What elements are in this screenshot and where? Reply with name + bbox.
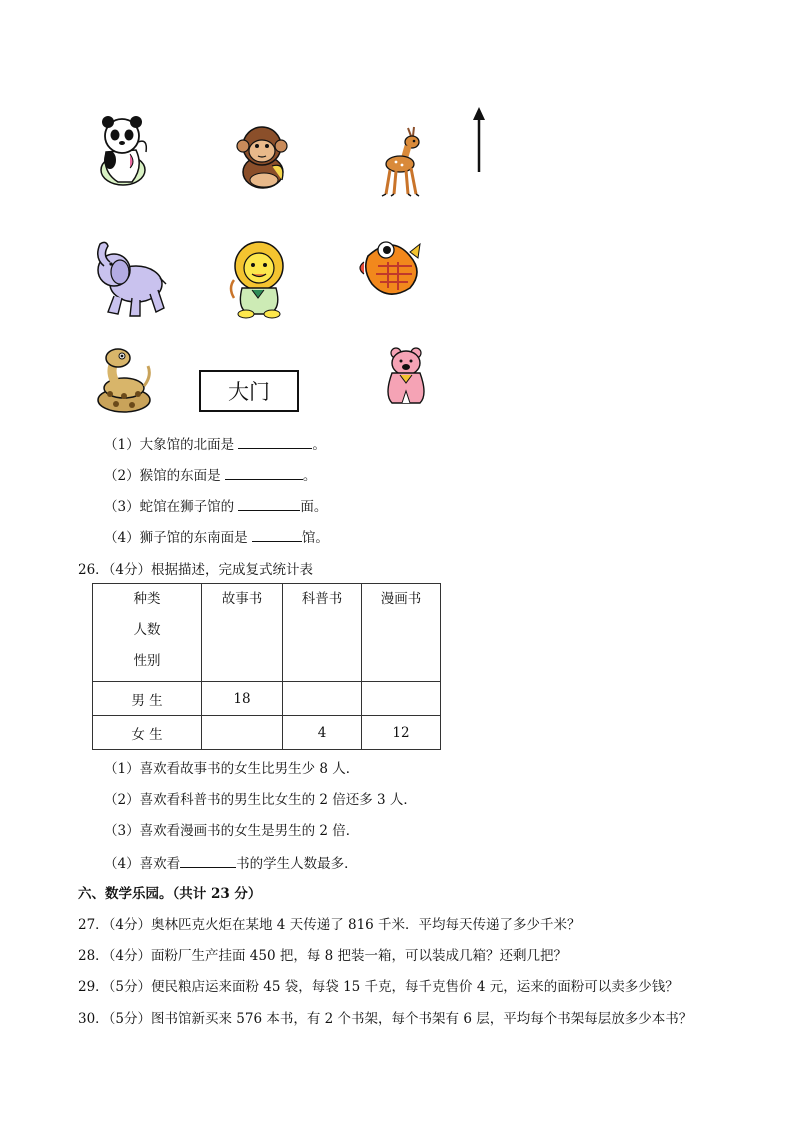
answer-blank[interactable] (238, 497, 300, 511)
q25-item-3-text: （3）蛇馆在狮子馆的 (104, 499, 239, 515)
q26-item-4-suffix: 书的学生人数最多． (236, 856, 358, 872)
q26-item-2: （2）喜欢看科普书的男生比女生的 2 倍还多 3 人． (104, 792, 417, 808)
header-count: 人数 (133, 622, 161, 638)
question-28: 28．（4分）面粉厂生产挂面 450 把，每 8 把装一箱，可以装成几箱？还剩几把？ (78, 948, 568, 964)
table-cell[interactable] (202, 716, 283, 750)
question-29: 29．（5分）便民粮店运来面粉 45 袋，每袋 15 千克，每千克售价 4 元，运来的面粉可以卖多少钱？ (78, 979, 679, 995)
column-header: 漫画书 (362, 584, 441, 682)
q25-item-3 (104, 497, 327, 516)
table-cell: 4 (283, 716, 362, 750)
table-cell[interactable] (362, 682, 441, 716)
q25-item-4 (104, 528, 329, 547)
q26-item-3: （3）喜欢看漫画书的女生是男生的 2 倍． (104, 823, 360, 839)
fish-icon (358, 232, 426, 300)
table-corner-header (93, 584, 202, 682)
column-header: 故事书 (202, 584, 283, 682)
question-27: 27．（4分）奥林匹克火炬在某地 4 天传递了 816 千米．平均每天传递了多少千米？ (78, 917, 581, 933)
q25-item-2-text: （2）猴馆的东面是 (104, 468, 225, 484)
q25-item-2 (104, 466, 316, 485)
column-header: 科普书 (283, 584, 362, 682)
table-row (93, 682, 441, 716)
q25-item-4-suffix: 馆。 (301, 530, 329, 546)
q25-item-1-text: （1）大象馆的北面是 (104, 437, 239, 453)
answer-blank[interactable] (252, 528, 302, 542)
header-kind: 种类 (133, 591, 161, 607)
deer-icon (378, 124, 428, 198)
row-label: 男 生 (93, 682, 202, 716)
answer-blank[interactable] (225, 466, 303, 480)
header-gender: 性别 (133, 653, 161, 669)
q26-item-4-text: （4）喜欢看 (104, 856, 181, 872)
question-30: 30．（5分）图书馆新买来 576 本书，有 2 个书架，每个书架有 6 层，平均每个书架每层放多少本书？ (78, 1011, 693, 1027)
q26-item-1: （1）喜欢看故事书的女生比男生少 8 人． (104, 761, 360, 777)
q25-item-1 (104, 435, 326, 454)
elephant-icon (90, 238, 168, 320)
gate-label: 大门 (199, 370, 299, 412)
table-cell: 18 (202, 682, 283, 716)
lion-icon (226, 238, 290, 320)
q26-title: 26．（4分）根据描述，完成复式统计表 (78, 562, 314, 578)
bear-icon (382, 345, 430, 407)
north-arrow-icon (470, 106, 488, 174)
q26-item-4 (104, 854, 358, 873)
snake-icon (94, 346, 156, 414)
table-cell: 12 (362, 716, 441, 750)
statistics-table (92, 583, 441, 750)
table-cell[interactable] (283, 682, 362, 716)
q25-item-2-suffix: 。 (302, 468, 317, 484)
table-row (93, 716, 441, 750)
q25-item-3-suffix: 面。 (300, 499, 328, 515)
answer-blank[interactable] (238, 435, 312, 449)
section-heading: 六、数学乐园。（共计 23 分） (78, 886, 262, 902)
row-label: 女 生 (93, 716, 202, 750)
answer-blank[interactable] (180, 854, 236, 868)
panda-icon (96, 112, 154, 188)
q25-item-1-suffix: 。 (312, 437, 326, 453)
monkey-icon (234, 122, 292, 190)
q25-item-4-text: （4）狮子馆的东南面是 (104, 530, 252, 546)
